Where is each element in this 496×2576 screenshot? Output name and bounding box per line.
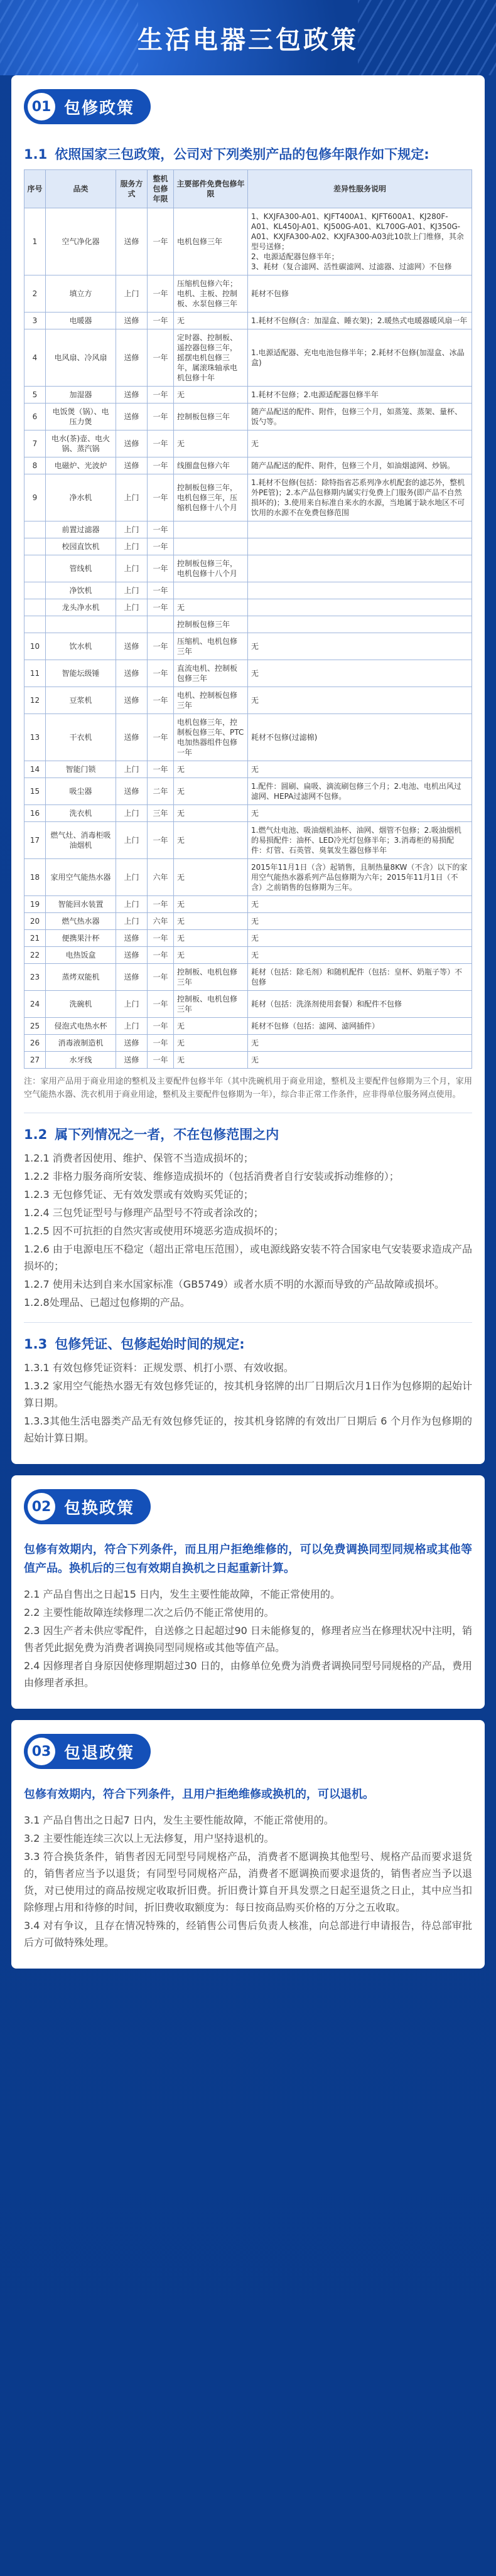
list-item: 1.3.2 家用空气能热水器无有效包修凭证的，按其机身铭牌的出厂日期后次月1日作为包修期的起始计算日期。: [24, 1380, 472, 1409]
table-cell: 送修: [116, 633, 148, 660]
section-title: 包退政策: [64, 1743, 135, 1763]
table-cell: 上门: [116, 822, 148, 859]
table-cell: 无: [248, 913, 472, 930]
list-item: 1.2.1 消费者因使用、维护、保管不当造成损坏的；: [24, 1152, 254, 1164]
table-cell: 送修: [116, 660, 148, 687]
table-cell: 控制板、电机包修三年: [174, 964, 248, 991]
list-item: 1.2.2 非格力服务商所安装、维修造成损坏的（包括消费者自行安装或拆动维修的）；: [24, 1170, 399, 1182]
table-cell: 1.耗材不包修；2.电源适配器包修半年: [248, 387, 472, 404]
list-item: 1.3.1 有效包修凭证资料：正规发票、机打小票、有效收据。: [24, 1362, 294, 1374]
section-header-repair: [24, 89, 151, 124]
table-cell: 耗材（包括：除毛剂）和随机配件（包括：皇杯、奶瓶子等）不包修: [248, 964, 472, 991]
table-row: [24, 329, 472, 387]
table-cell: 三年: [148, 805, 174, 822]
table-cell: [116, 616, 148, 633]
table-cell: [24, 538, 46, 555]
table-cell: 23: [24, 964, 46, 991]
table-row: [24, 913, 472, 930]
table-cell: 一年: [148, 387, 174, 404]
section-title: 包修政策: [64, 99, 135, 118]
table-cell: 智能坛级锤: [46, 660, 116, 687]
return-policy-card: [11, 1720, 485, 1969]
table-cell: 上门: [116, 896, 148, 913]
table-cell: 校园直饮机: [46, 538, 116, 555]
table-cell: 电机、控制板包修三年: [174, 687, 248, 714]
table-cell: 24: [24, 991, 46, 1018]
table-cell: [24, 616, 46, 633]
table-header: 服务方式: [116, 170, 148, 208]
table-cell: 1、KXJFA300-A01、KJFT400A1、KJFT600A1、KJ280F-A01、KL450J-A01、KJ500G-A01、KL700G-A01、KJ350G-A01、KXJFA300-A02、KXJFA300-A03此10款上门维修，其余型号送修； 2、电源适配器包修半年； 3、耗材（复合滤网、活性碳滤网、过滤器、过滤网）不包修: [248, 208, 472, 275]
table-cell: 空气净化器: [46, 208, 116, 275]
table-cell: 一年: [148, 930, 174, 947]
subsection-title-1-2: 1.2 属下列情况之一者，不在包修范围之内: [24, 1127, 279, 1142]
table-row: [24, 521, 472, 538]
table-cell: 控制板包修三年: [174, 616, 248, 633]
voucher-rules-list: [24, 1359, 472, 1446]
table-cell: 一年: [148, 1018, 174, 1035]
table-row: [24, 616, 472, 633]
table-cell: [248, 582, 472, 599]
table-cell: 控制板包修三年，电机包修三年，压缩机包修十八个月: [174, 474, 248, 521]
table-cell: 送修: [116, 1035, 148, 1052]
table-cell: 家用空气能热水器: [46, 859, 116, 896]
table-cell: 27: [24, 1052, 46, 1069]
table-cell: 一年: [148, 474, 174, 521]
section-title: 包换政策: [64, 1499, 135, 1518]
table-cell: 4: [24, 329, 46, 387]
table-cell: [24, 555, 46, 582]
table-cell: 2015年11月1日（含）起销售，且制热量8KW（不含）以下的家用空气能热水器系列产品包修期为六年；2015年11月1日（不含）之前销售的包修期为三年。: [248, 859, 472, 896]
table-cell: 一年: [148, 430, 174, 457]
section-number: 01: [28, 93, 55, 120]
table-cell: 一年: [148, 538, 174, 555]
table-cell: 送修: [116, 404, 148, 430]
table-cell: 电暖器: [46, 313, 116, 329]
table-row: [24, 714, 472, 761]
table-cell: 一年: [148, 822, 174, 859]
table-header-row: [24, 170, 472, 208]
table-cell: 电水(茶)壶、电火锅、蒸汽锅: [46, 430, 116, 457]
table-cell: 14: [24, 761, 46, 778]
table-cell: 一年: [148, 329, 174, 387]
table-cell: 净饮机: [46, 582, 116, 599]
table-cell: 豆浆机: [46, 687, 116, 714]
table-cell: [248, 616, 472, 633]
table-cell: 一年: [148, 582, 174, 599]
table-cell: [148, 616, 174, 633]
table-row: [24, 991, 472, 1018]
table-cell: 无: [174, 761, 248, 778]
table-cell: 一年: [148, 687, 174, 714]
table-cell: 上门: [116, 555, 148, 582]
table-row: [24, 208, 472, 275]
table-row: [24, 313, 472, 329]
table-cell: 21: [24, 930, 46, 947]
table-cell: 控制板包修三年，电机包修十八个月: [174, 555, 248, 582]
section-header-return: [24, 1734, 151, 1769]
table-cell: 上门: [116, 538, 148, 555]
table-row: [24, 805, 472, 822]
table-cell: 加湿器: [46, 387, 116, 404]
table-cell: 六年: [148, 913, 174, 930]
table-cell: 压缩机、电机包修三年: [174, 633, 248, 660]
table-cell: 一年: [148, 275, 174, 313]
table-cell: 侵泡式电热水杯: [46, 1018, 116, 1035]
list-item: 1.2.6 由于电源电压不稳定（超出正常电压范围），或电源线路安装不符合国家电气安装要求造成产品损坏的；: [24, 1243, 472, 1272]
list-item: 3.4 对有争议，且存在情况特殊的，经销售公司售后负责人核准，向总部进行申请报告，待总部审批后方可做特殊处理。: [24, 1920, 472, 1948]
return-list: [24, 1812, 472, 1951]
exclusion-list: [24, 1150, 472, 1311]
table-cell: 17: [24, 822, 46, 859]
list-item: 2.2 主要性能故障连续修理二次之后仍不能正常使用的。: [24, 1606, 274, 1618]
table-cell: 电饭煲（锅）、电压力煲: [46, 404, 116, 430]
table-cell: 一年: [148, 896, 174, 913]
table-cell: 控制板、电机包修三年: [174, 991, 248, 1018]
table-cell: 控制板包修三年: [174, 404, 248, 430]
table-header: 整机包修年限: [148, 170, 174, 208]
table-row: [24, 555, 472, 582]
exchange-highlight: 包修有效期内，符合下列条件，而且用户拒绝维修的，可以免费调换同型同规格或其他等值产品。换机后的三包有效期自换机之日起重新计算。: [24, 1543, 472, 1575]
table-cell: 送修: [116, 457, 148, 474]
table-cell: 一年: [148, 404, 174, 430]
table-cell: 无: [248, 430, 472, 457]
table-cell: [24, 582, 46, 599]
table-cell: 无: [248, 660, 472, 687]
list-item: 1.2.7 使用未达到自来水国家标准（GB5749）或者水质不明的水源而导致的产品故障或损坏。: [24, 1278, 445, 1290]
table-cell: 1.配件：圆刷、扁吸、滴流刷包修三个月；2.电池、电机出风过滤网、HEPA过滤网不包修。: [248, 778, 472, 805]
list-item: 3.3 符合换货条件，销售者因无同型号同规格产品，消费者不愿调换其他型号、规格产品而要求退货的，销售者应当予以退货；有同型号同规格产品，消费者不愿调换而要求退货的，销售者应当予以退货，对已使用过的商品按规定收取折旧费。折旧费计算自开具发票之日起至退货之日止，其中应当扣除修理占用和待修的时间，折旧费收取额度为：每日按商品购买价格的万分之五收取。: [24, 1851, 472, 1913]
table-cell: 随产品配送的配件、附件，包修三个月，如蒸笼、蒸架、量杯、饭勺等。: [248, 404, 472, 430]
table-cell: 龙头净水机: [46, 599, 116, 616]
table-cell: 智能回水装置: [46, 896, 116, 913]
table-cell: 饮水机: [46, 633, 116, 660]
table-cell: 8: [24, 457, 46, 474]
table-cell: 上门: [116, 275, 148, 313]
table-cell: 洗衣机: [46, 805, 116, 822]
table-cell: 一年: [148, 633, 174, 660]
table-cell: 5: [24, 387, 46, 404]
table-cell: [174, 582, 248, 599]
table-cell: 送修: [116, 687, 148, 714]
table-cell: 上门: [116, 913, 148, 930]
table-cell: 耗材不包修(过滤棉): [248, 714, 472, 761]
table-cell: 12: [24, 687, 46, 714]
table-cell: 一年: [148, 714, 174, 761]
table-row: [24, 930, 472, 947]
table-cell: 电热饭盒: [46, 947, 116, 964]
section-number: 03: [28, 1738, 55, 1765]
table-cell: 13: [24, 714, 46, 761]
table-cell: 便携果汁杯: [46, 930, 116, 947]
table-cell: 7: [24, 430, 46, 457]
table-cell: 一年: [148, 1035, 174, 1052]
table-cell: 耗材不包修（包括：滤网、滤网插件）: [248, 1018, 472, 1035]
table-cell: 一年: [148, 947, 174, 964]
table-cell: 送修: [116, 964, 148, 991]
table-cell: [24, 599, 46, 616]
banner: [0, 0, 496, 75]
table-header: 序号: [24, 170, 46, 208]
table-cell: 一年: [148, 208, 174, 275]
table-cell: 11: [24, 660, 46, 687]
list-item: 1.2.8处理品、已超过包修期的产品。: [24, 1296, 190, 1308]
table-cell: 26: [24, 1035, 46, 1052]
table-cell: 无: [174, 822, 248, 859]
table-cell: 一年: [148, 599, 174, 616]
table-cell: 10: [24, 633, 46, 660]
table-cell: 送修: [116, 778, 148, 805]
table-cell: 无: [248, 687, 472, 714]
list-item: 1.2.4 三包凭证型号与修理产品型号不符或者涂改的；: [24, 1207, 264, 1219]
table-cell: 上门: [116, 521, 148, 538]
table-cell: 1.燃气灶电池、吸油烟机油杯、油网、烟管不包修；2.吸油烟机的易损配件：油杯、LED冷光灯包修半年；3.消毒柜的易损配件：灯管、石英管、臭氧发生器包修半年: [248, 822, 472, 859]
table-cell: 智能门锁: [46, 761, 116, 778]
list-item: 1.2.5 因不可抗拒的自然灾害或使用环境恶劣造成损坏的；: [24, 1225, 284, 1237]
table-cell: 上门: [116, 991, 148, 1018]
table-cell: 无: [174, 313, 248, 329]
table-cell: 燃气热水器: [46, 913, 116, 930]
table-cell: 25: [24, 1018, 46, 1035]
table-cell: 上门: [116, 1018, 148, 1035]
table-row: [24, 1052, 472, 1069]
table-cell: 一年: [148, 1052, 174, 1069]
exchange-list: [24, 1586, 472, 1691]
table-cell: 送修: [116, 387, 148, 404]
table-row: [24, 582, 472, 599]
table-cell: 定时器、控制板、遥控器包修三年，摇摆电机包修三年，属滚珠轴承电机包修十年: [174, 329, 248, 387]
table-cell: 电风扇、冷风扇: [46, 329, 116, 387]
table-cell: 六年: [148, 859, 174, 896]
table-cell: 一年: [148, 761, 174, 778]
table-cell: 上门: [116, 474, 148, 521]
table-cell: 1.耗材不包修(包括：除特指省芯系列净水机配套的滤芯外，整机外PE管)；2.本产品包修期内属实行免费上门服务(即产品不自然损坏的)；3.使用来自标准自来水的水源，当地属于缺水地区不可饮用的水源不在免费包修范围: [248, 474, 472, 521]
table-cell: 22: [24, 947, 46, 964]
banner-decoration-left: [0, 0, 138, 75]
table-row: [24, 947, 472, 964]
table-cell: 前置过滤器: [46, 521, 116, 538]
table-header: 主要部件免费包修年限: [174, 170, 248, 208]
table-header: 差异性服务说明: [248, 170, 472, 208]
table-cell: 无: [248, 947, 472, 964]
table-cell: [248, 555, 472, 582]
exchange-policy-card: [11, 1475, 485, 1709]
table-cell: 6: [24, 404, 46, 430]
list-item: 2.1 产品自售出之日起15 日内，发生主要性能故障，不能正常使用的。: [24, 1588, 340, 1600]
table-cell: [248, 599, 472, 616]
list-item: 2.4 因修理者自身原因使修理期超过30 日的，由修单位免费为消费者调换同型号同规格的产品，费用由修理者承担。: [24, 1660, 472, 1689]
subsection-title-1-3: 1.3 包修凭证、包修起始时间的规定:: [24, 1337, 245, 1352]
table-cell: 上门: [116, 599, 148, 616]
table-row: [24, 1018, 472, 1035]
table-cell: 1: [24, 208, 46, 275]
table-row: [24, 538, 472, 555]
table-cell: 无: [174, 896, 248, 913]
table-cell: 二年: [148, 778, 174, 805]
table-cell: 2: [24, 275, 46, 313]
table-cell: 无: [174, 1035, 248, 1052]
section-number: 02: [28, 1493, 55, 1520]
table-cell: 一年: [148, 964, 174, 991]
table-cell: 无: [174, 599, 248, 616]
table-row: [24, 599, 472, 616]
table-cell: 18: [24, 859, 46, 896]
table-cell: [248, 521, 472, 538]
table-cell: [174, 538, 248, 555]
table-cell: 9: [24, 474, 46, 521]
table-header: 品类: [46, 170, 116, 208]
table-row: [24, 404, 472, 430]
table-cell: 送修: [116, 313, 148, 329]
table-row: [24, 275, 472, 313]
table-cell: 耗材不包修: [248, 275, 472, 313]
table-cell: 随产品配送的配件、附件，包修三个月，如油烟滤网、炒锅。: [248, 457, 472, 474]
table-row: [24, 761, 472, 778]
table-cell: 直流电机、控制板包修三年: [174, 660, 248, 687]
table-cell: 无: [174, 930, 248, 947]
table-cell: 1.耗材不包修(含：加湿盒、睡衣架)；2.暖热式电暖器暖风扇一年: [248, 313, 472, 329]
table-cell: 上门: [116, 805, 148, 822]
table-row: [24, 457, 472, 474]
table-cell: 无: [174, 1052, 248, 1069]
table-row: [24, 474, 472, 521]
table-row: [24, 387, 472, 404]
subsection-title-1-1: 1.1 依照国家三包政策，公司对下列类别产品的包修年限作如下规定:: [24, 147, 429, 162]
table-cell: 消毒液制造机: [46, 1035, 116, 1052]
table-cell: 水牙线: [46, 1052, 116, 1069]
table-row: [24, 430, 472, 457]
table-cell: 一年: [148, 555, 174, 582]
table-cell: 无: [248, 930, 472, 947]
table-cell: 19: [24, 896, 46, 913]
table-cell: 燃气灶、消毒柜吸油烟机: [46, 822, 116, 859]
table-row: [24, 1035, 472, 1052]
table-cell: 一年: [148, 457, 174, 474]
table-cell: 上门: [116, 761, 148, 778]
table-body: [24, 208, 472, 1069]
table-row: [24, 859, 472, 896]
table-cell: 无: [174, 1018, 248, 1035]
table-row: [24, 687, 472, 714]
table-cell: 一年: [148, 521, 174, 538]
table-cell: 线圈盘包修六年: [174, 457, 248, 474]
table-cell: 无: [174, 387, 248, 404]
table-cell: 送修: [116, 430, 148, 457]
table-cell: [46, 616, 116, 633]
table-cell: 蒸烤双能机: [46, 964, 116, 991]
table-cell: 一年: [148, 313, 174, 329]
table-cell: 送修: [116, 208, 148, 275]
divider: [24, 1322, 472, 1323]
table-cell: 管线机: [46, 555, 116, 582]
table-cell: 无: [248, 761, 472, 778]
repair-policy-card: [11, 75, 485, 1464]
list-item: 2.3 因生产者未供应零配件，自送修之日起超过90 日未能修复的，修理者应当在修理状况中注明，销售者凭此据免费为消费者调换同型同规格或其他等值产品。: [24, 1625, 472, 1654]
table-cell: 电磁炉、光波炉: [46, 457, 116, 474]
section-header-exchange: [24, 1489, 151, 1524]
table-cell: 20: [24, 913, 46, 930]
table-cell: [248, 538, 472, 555]
return-highlight: 包修有效期内，符合下列条件，且用户拒绝维修或换机的，可以退机。: [24, 1788, 374, 1801]
table-row: [24, 778, 472, 805]
list-item: 3.1 产品自售出之日起7 日内，发生主要性能故障，不能正常使用的。: [24, 1814, 334, 1826]
table-cell: 干衣机: [46, 714, 116, 761]
table-cell: 上门: [116, 859, 148, 896]
table-cell: 送修: [116, 714, 148, 761]
table-cell: 洗碗机: [46, 991, 116, 1018]
table-cell: 上门: [116, 582, 148, 599]
table-cell: [24, 521, 46, 538]
table-cell: 无: [248, 633, 472, 660]
table-row: [24, 660, 472, 687]
table-cell: 无: [174, 913, 248, 930]
table-row: [24, 964, 472, 991]
table-cell: 16: [24, 805, 46, 822]
table-cell: 填立方: [46, 275, 116, 313]
table-cell: 无: [174, 778, 248, 805]
table-row: [24, 896, 472, 913]
table-cell: 无: [248, 1052, 472, 1069]
table-cell: 无: [248, 896, 472, 913]
table-cell: 送修: [116, 1052, 148, 1069]
warranty-table: [24, 169, 472, 1069]
table-note: 注：家用产品用于商业用途的整机及主要配件包修半年（其中洗碗机用于商业用途，整机及主要配件包修期为三个月，家用空气能热水器、洗衣机用于商业用途，整机及主要配件包修期为一年），综合非正常工作条件，应非得单位服务网点使用。: [24, 1077, 472, 1099]
table-cell: 吸尘器: [46, 778, 116, 805]
list-item: 1.2.3 无包修凭证、无有效发票或有效购买凭证的；: [24, 1189, 254, 1200]
table-cell: 耗材（包括：洗涤剂使用套餐）和配件不包修: [248, 991, 472, 1018]
table-cell: 一年: [148, 991, 174, 1018]
table-cell: 送修: [116, 329, 148, 387]
table-cell: 电机包修三年，控制板包修三年、PTC电加热器组件包修一年: [174, 714, 248, 761]
table-cell: [174, 521, 248, 538]
table-cell: 无: [174, 430, 248, 457]
table-cell: 无: [174, 805, 248, 822]
list-item: 1.3.3其他生活电器类产品无有效包修凭证的，按其机身铭牌的有效出厂日期后 6 个月作为包修期的起始计算日期。: [24, 1415, 472, 1444]
list-item: 3.2 主要性能连续三次以上无法修复，用户坚持退机的。: [24, 1832, 274, 1844]
table-row: [24, 822, 472, 859]
table-row: [24, 633, 472, 660]
table-cell: 无: [174, 859, 248, 896]
table-cell: 电机包修三年: [174, 208, 248, 275]
table-cell: 压缩机包修六年；电机、主板、控制板、水泵包修三年: [174, 275, 248, 313]
table-cell: 15: [24, 778, 46, 805]
table-cell: 送修: [116, 947, 148, 964]
table-cell: 一年: [148, 660, 174, 687]
page-title: 生活电器三包政策: [137, 25, 359, 55]
banner-decoration-right: [358, 0, 496, 75]
table-cell: 1.电源适配器、充电电池包修半年；2.耗材不包修(加湿盒、冰晶盒): [248, 329, 472, 387]
table-cell: 无: [248, 805, 472, 822]
table-cell: 无: [248, 1035, 472, 1052]
table-cell: 净水机: [46, 474, 116, 521]
table-cell: 送修: [116, 930, 148, 947]
table-cell: 无: [174, 947, 248, 964]
table-cell: 3: [24, 313, 46, 329]
